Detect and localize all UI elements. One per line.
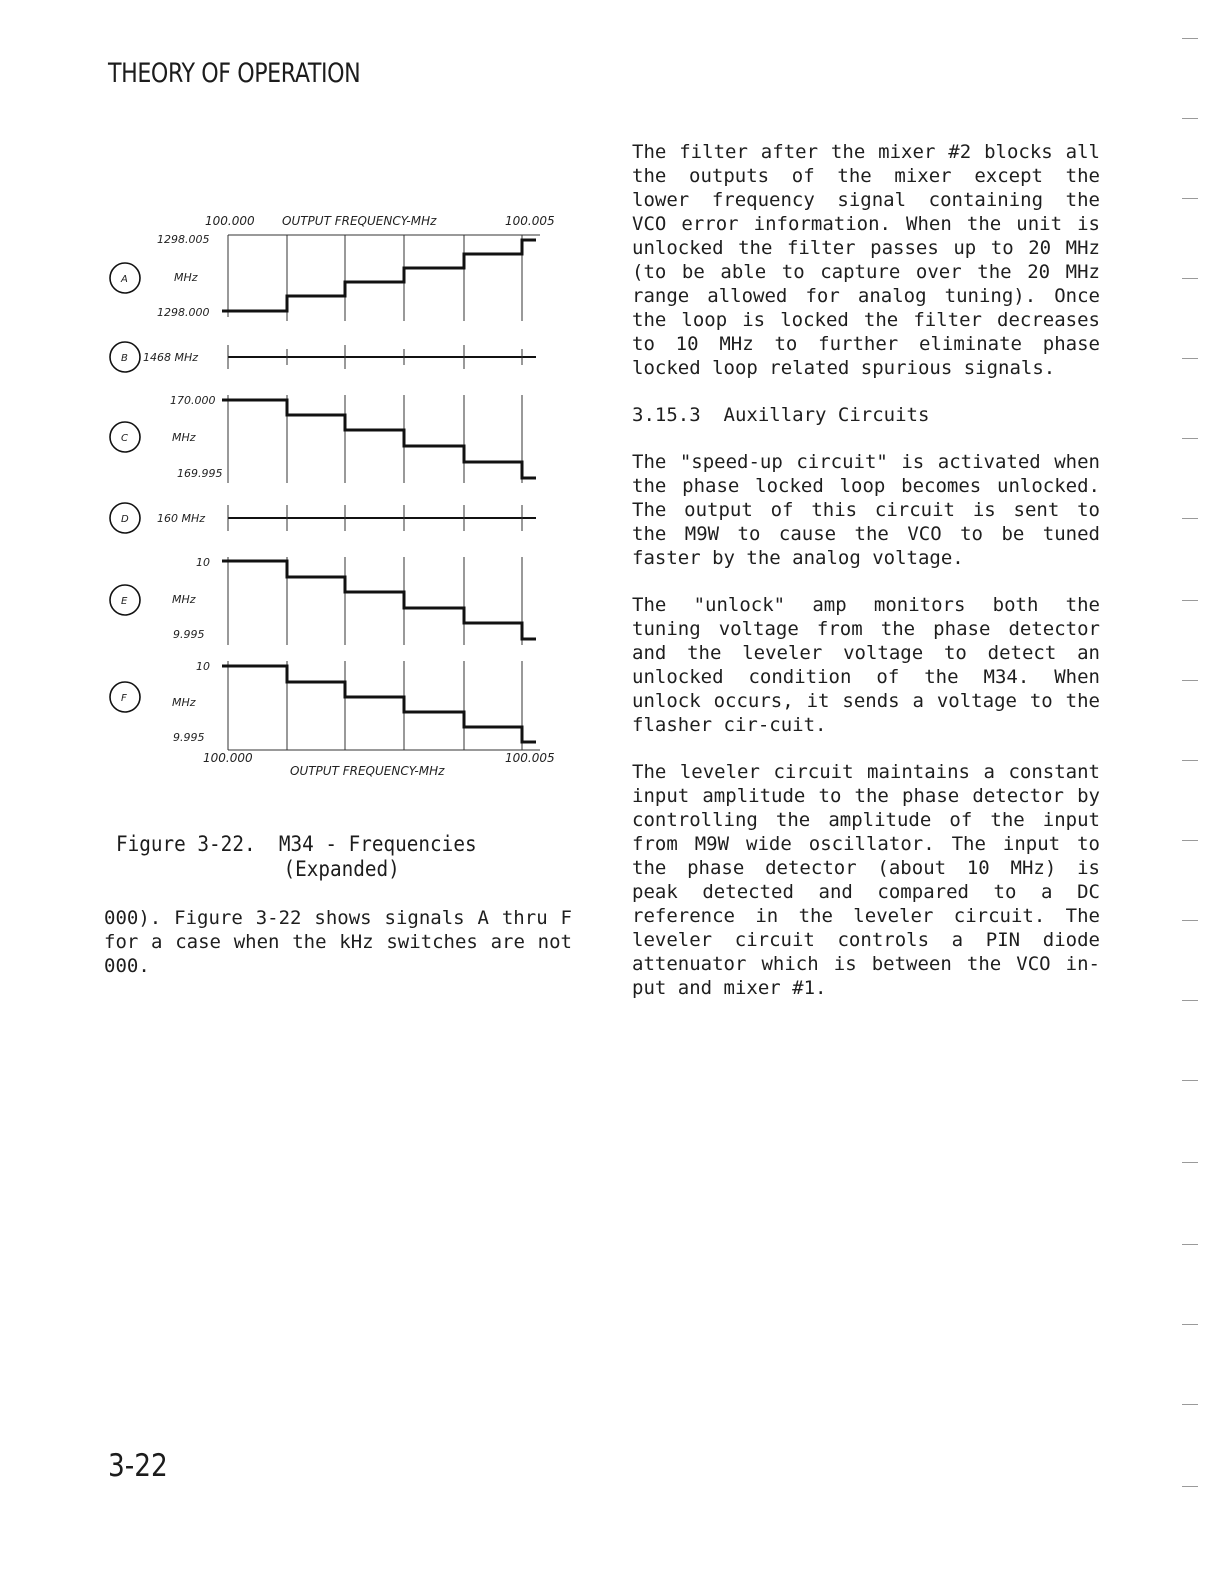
margin-tick	[1182, 1244, 1198, 1245]
top-axis-title: OUTPUT FREQUENCY-MHz	[282, 214, 437, 228]
margin-tick	[1182, 1000, 1198, 1001]
left-column-text	[104, 906, 572, 978]
panel-c-bottom-value: 169.995	[177, 467, 223, 480]
leveler-paragraph: The leveler circuit maintains a constant input amplitude to the phase detector by controlling the amplitude of the input from M9W wide oscillator. The input to the phase detector (about 10 MHz) is peak detected and compared to a DC reference in the leveler circuit. The leveler circuit controls a PIN diode attenuator which is between the VCO in-put and mixer #1.	[632, 761, 1100, 999]
margin-tick	[1182, 600, 1198, 601]
panel-e-unit: MHz	[172, 593, 196, 606]
panel-e-top-value: 10	[196, 556, 210, 569]
bottom-axis-title: OUTPUT FREQUENCY-MHz	[290, 764, 445, 778]
margin-tick	[1182, 1162, 1198, 1163]
margin-tick	[1182, 358, 1198, 359]
panel-a-label: A	[121, 274, 128, 285]
panel-f-bottom-value: 9.995	[173, 731, 205, 744]
margin-tick	[1182, 518, 1198, 519]
margin-tick	[1182, 760, 1198, 761]
panel-a-unit: MHz	[174, 271, 198, 284]
panel-c-label: C	[121, 433, 128, 444]
bottom-left-value: 100.000	[203, 751, 253, 765]
margin-tick	[1182, 118, 1198, 119]
margin-tick	[1182, 1404, 1198, 1405]
panel-c-unit: MHz	[172, 431, 196, 444]
margin-tick	[1182, 1080, 1198, 1081]
margin-tick	[1182, 198, 1198, 199]
speed-up-paragraph: The "speed-up circuit" is activated when the phase locked loop becomes unlocked. The output of this circuit is sent to the M9W to cause the VCO to be tuned faster by the analog voltage.	[632, 451, 1100, 569]
page-header: THEORY OF OPERATION	[108, 58, 361, 89]
margin-tick	[1182, 1486, 1198, 1487]
panel-e	[110, 556, 536, 645]
panel-b	[110, 342, 536, 372]
margin-tick	[1182, 438, 1198, 439]
figure-caption-line1: Figure 3-22. M34 - Frequencies	[116, 832, 477, 856]
margin-tick	[1182, 680, 1198, 681]
right-column-text	[632, 140, 1100, 1023]
margin-tick	[1182, 278, 1198, 279]
panel-d-label: D	[121, 514, 129, 525]
panel-f-label: F	[121, 693, 127, 704]
panel-a-top-value: 1298.005	[157, 233, 210, 246]
panel-e-bottom-value: 9.995	[173, 628, 205, 641]
unlock-paragraph: The "unlock" amp monitors both the tuning voltage from the phase detector and the leveler voltage to detect an unlocked condition of the M34. When unlock occurs, it sends a voltage to the flasher cir-cuit.	[632, 594, 1100, 736]
top-left-value: 100.000	[205, 214, 255, 228]
panel-b-unit: 1468 MHz	[143, 351, 199, 364]
left-continuation-paragraph: 000). Figure 3-22 shows signals A thru F for a case when the kHz switches are not 000.	[104, 907, 572, 977]
margin-marks	[1182, 0, 1212, 1580]
panel-f-unit: MHz	[172, 696, 196, 709]
panel-e-label: E	[121, 596, 128, 607]
panel-f-top-value: 10	[196, 660, 210, 673]
panel-f	[110, 660, 540, 750]
panel-a	[110, 233, 540, 321]
top-right-value: 100.005	[505, 214, 555, 228]
figure-caption	[116, 832, 477, 882]
panel-c	[110, 394, 536, 483]
bottom-right-value: 100.005	[505, 751, 555, 765]
section-heading-auxillary: 3.15.3 Auxillary Circuits	[632, 404, 930, 426]
margin-tick	[1182, 920, 1198, 921]
figure-caption-line2: (Expanded)	[283, 857, 400, 881]
frequency-figure	[100, 205, 580, 795]
panel-d-unit: 160 MHz	[157, 512, 206, 525]
margin-tick	[1182, 1324, 1198, 1325]
page-number: 3-22	[108, 1448, 168, 1484]
panel-d	[110, 503, 536, 533]
panel-a-bottom-value: 1298.000	[157, 306, 210, 319]
panel-b-label: B	[121, 353, 128, 364]
filter-paragraph: The filter after the mixer #2 blocks all the outputs of the mixer except the lower frequency signal containing the VCO error information. When the unit is unlocked the filter passes up to 20 MHz (to be able to capture over the 20 MHz range allowed for analog tuning). Once the loop is locked the filter decreases to 10 MHz to further eliminate phase locked loop related spurious signals.	[632, 141, 1100, 379]
margin-tick	[1182, 840, 1198, 841]
margin-tick	[1182, 38, 1198, 39]
panel-c-top-value: 170.000	[170, 394, 216, 407]
